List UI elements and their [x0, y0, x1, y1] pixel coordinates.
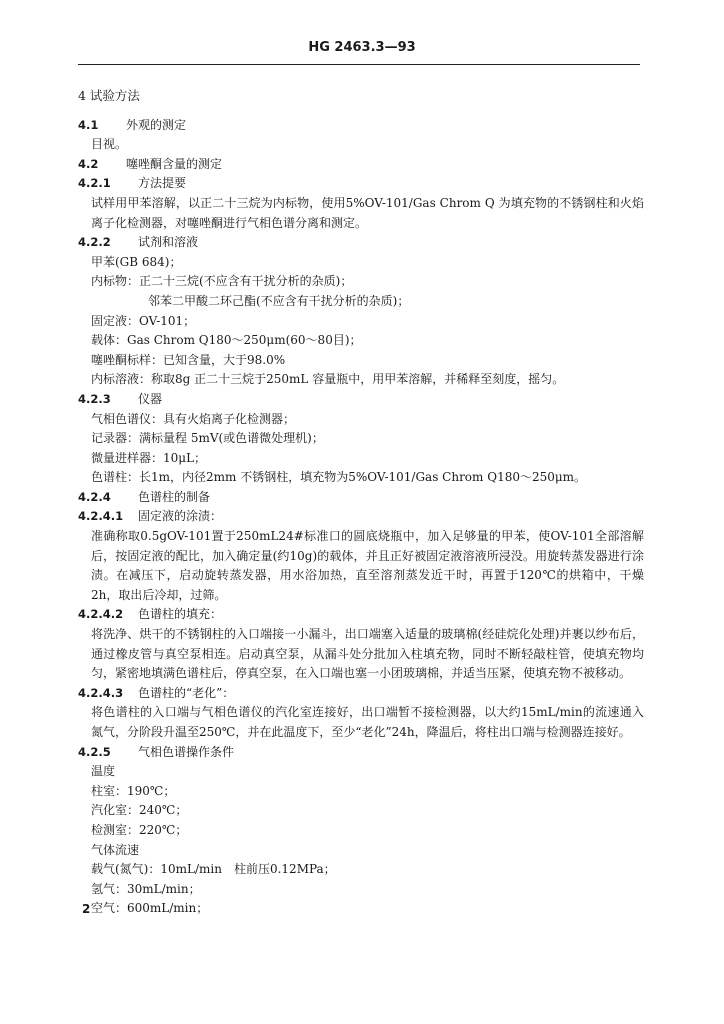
equipment-item: 记录器：满标量程 5mV(或色谱微处理机)； [91, 431, 324, 446]
page-number: 2 [82, 902, 91, 916]
condition-item: 载气(氮气)：10mL/min 柱前压0.12MPa； [91, 862, 336, 877]
reagent-item: 内标物：正二十三烷(不应含有干扰分析的杂质)； [91, 274, 353, 289]
condition-item: 温度 [91, 764, 116, 779]
section-title: 色谱柱的制备 [138, 489, 211, 504]
reagent-item: 载体：Gas Chrom Q180～250μm(60～80目)； [91, 333, 362, 348]
condition-item: 汽化室：240℃； [91, 803, 188, 818]
condition-item: 柱室：190℃； [91, 783, 176, 798]
section-number: 4.2 [78, 156, 99, 171]
condition-item: 气体流速 [91, 842, 140, 857]
section-title: 试剂和溶液 [138, 235, 199, 250]
paragraph: 将洗净、烘干的不锈钢柱的入口端接一小漏斗，出口端塞入适量的玻璃棉(经硅烷化处理)并裹以纱布后，通过橡皮管与真空泵相连。启动真空泵，从漏斗处分批加入柱填充物，同时不断轻敲柱管，使填充物均匀，紧密地填满色谱柱后，停真空泵，在入口端也塞一小团玻璃棉，并适当压紧，使填充物不被移动。 [91, 627, 644, 681]
section-title: 气相色谱操作条件 [138, 744, 235, 759]
paragraph: 准确称取0.5gOV-101置于250mL24#标准口的圆底烧瓶中，加入足够量的甲苯，使OV-101全部溶解后，按固定液的配比，加入确定量(约10g)的载体，并且正好被固定液溶液所浸没。用旋转蒸发器进行涂渍。在减压下，启动旋转蒸发器，用水浴加热，直至溶剂蒸发近干时，再置于120℃的烘箱中，干燥2h，取出后冷却，过筛。 [91, 529, 644, 602]
section-title: 外观的测定 [126, 117, 187, 132]
section-number: 4.2.3 [78, 391, 111, 406]
paragraph: 目视。 [91, 137, 128, 152]
subsection-heading [78, 174, 644, 194]
standard-number-header: HG 2463.3—93 [308, 40, 416, 55]
reagent-item: 内标溶液：称取8g 正二十三烷于250mL 容量瓶中，用甲苯溶解，并稀释至刻度，摇匀。 [91, 372, 565, 387]
section-number: 4.2.2 [78, 235, 111, 250]
subsection-heading [78, 155, 644, 175]
section-number: 4.2.4.3 [78, 685, 124, 700]
subsection-heading [78, 390, 644, 410]
equipment-item: 色谱柱：长1m，内径2mm 不锈钢柱，填充物为5%OV-101/Gas Chrom Q180～250μm。 [91, 470, 587, 485]
section-number: 4.1 [78, 117, 99, 132]
condition-item: 氢气：30mL/min； [91, 881, 201, 896]
subsection-heading [78, 507, 644, 527]
section-title: 色谱柱的填充： [138, 607, 223, 622]
section-heading: 4 试验方法 [78, 88, 140, 103]
equipment-item: 微量进样器：10μL； [91, 450, 207, 465]
reagent-item: 噻唑酮标样：已知含量，大于98.0% [91, 352, 286, 367]
condition-item: 空气：600mL/min； [91, 901, 209, 916]
reagent-item: 甲苯(GB 684)； [91, 254, 182, 269]
paragraph: 将色谱柱的入口端与气相色谱仪的汽化室连接好，出口端暂不接检测器，以大约15mL/min的流速通入氮气，分阶段升温至250℃，并在此温度下，至少“老化”24h，降温后，将柱出口端与检测器连接好。 [91, 705, 644, 739]
section-title: 噻唑酮含量的测定 [126, 156, 223, 171]
reagent-item: 固定液：OV-101； [91, 313, 196, 328]
section-title: 方法提要 [138, 176, 187, 191]
section-title: 固定液的涂渍： [138, 509, 223, 524]
equipment-item: 气相色谱仪：具有火焰离子化检测器； [91, 411, 296, 426]
header-rule [78, 64, 640, 65]
condition-item: 检测室：220℃； [91, 822, 188, 837]
section-number: 4.2.5 [78, 744, 111, 759]
subsection-heading [78, 488, 644, 508]
section-number: 4.2.1 [78, 176, 111, 191]
subsection-heading [78, 605, 644, 625]
subsection-heading [78, 684, 644, 704]
paragraph: 试样用甲苯溶解，以正二十三烷为内标物，使用5%OV-101/Gas Chrom Q 为填充物的不锈钢柱和火焰离子化检测器，对噻唑酮进行气相色谱分离和测定。 [91, 195, 644, 230]
reagent-item: 邻苯二甲酸二环己酯(不应含有干扰分析的杂质)； [148, 293, 410, 308]
section-number: 4.2.4.2 [78, 607, 124, 622]
subsection-heading [78, 116, 644, 136]
subsection-heading [78, 233, 644, 253]
subsection-heading [78, 743, 644, 763]
section-title: 仪器 [138, 391, 163, 406]
section-title: 色谱柱的“老化”： [138, 685, 235, 700]
document-body [78, 86, 644, 919]
section-number: 4.2.4.1 [78, 509, 124, 524]
section-number: 4.2.4 [78, 489, 111, 504]
